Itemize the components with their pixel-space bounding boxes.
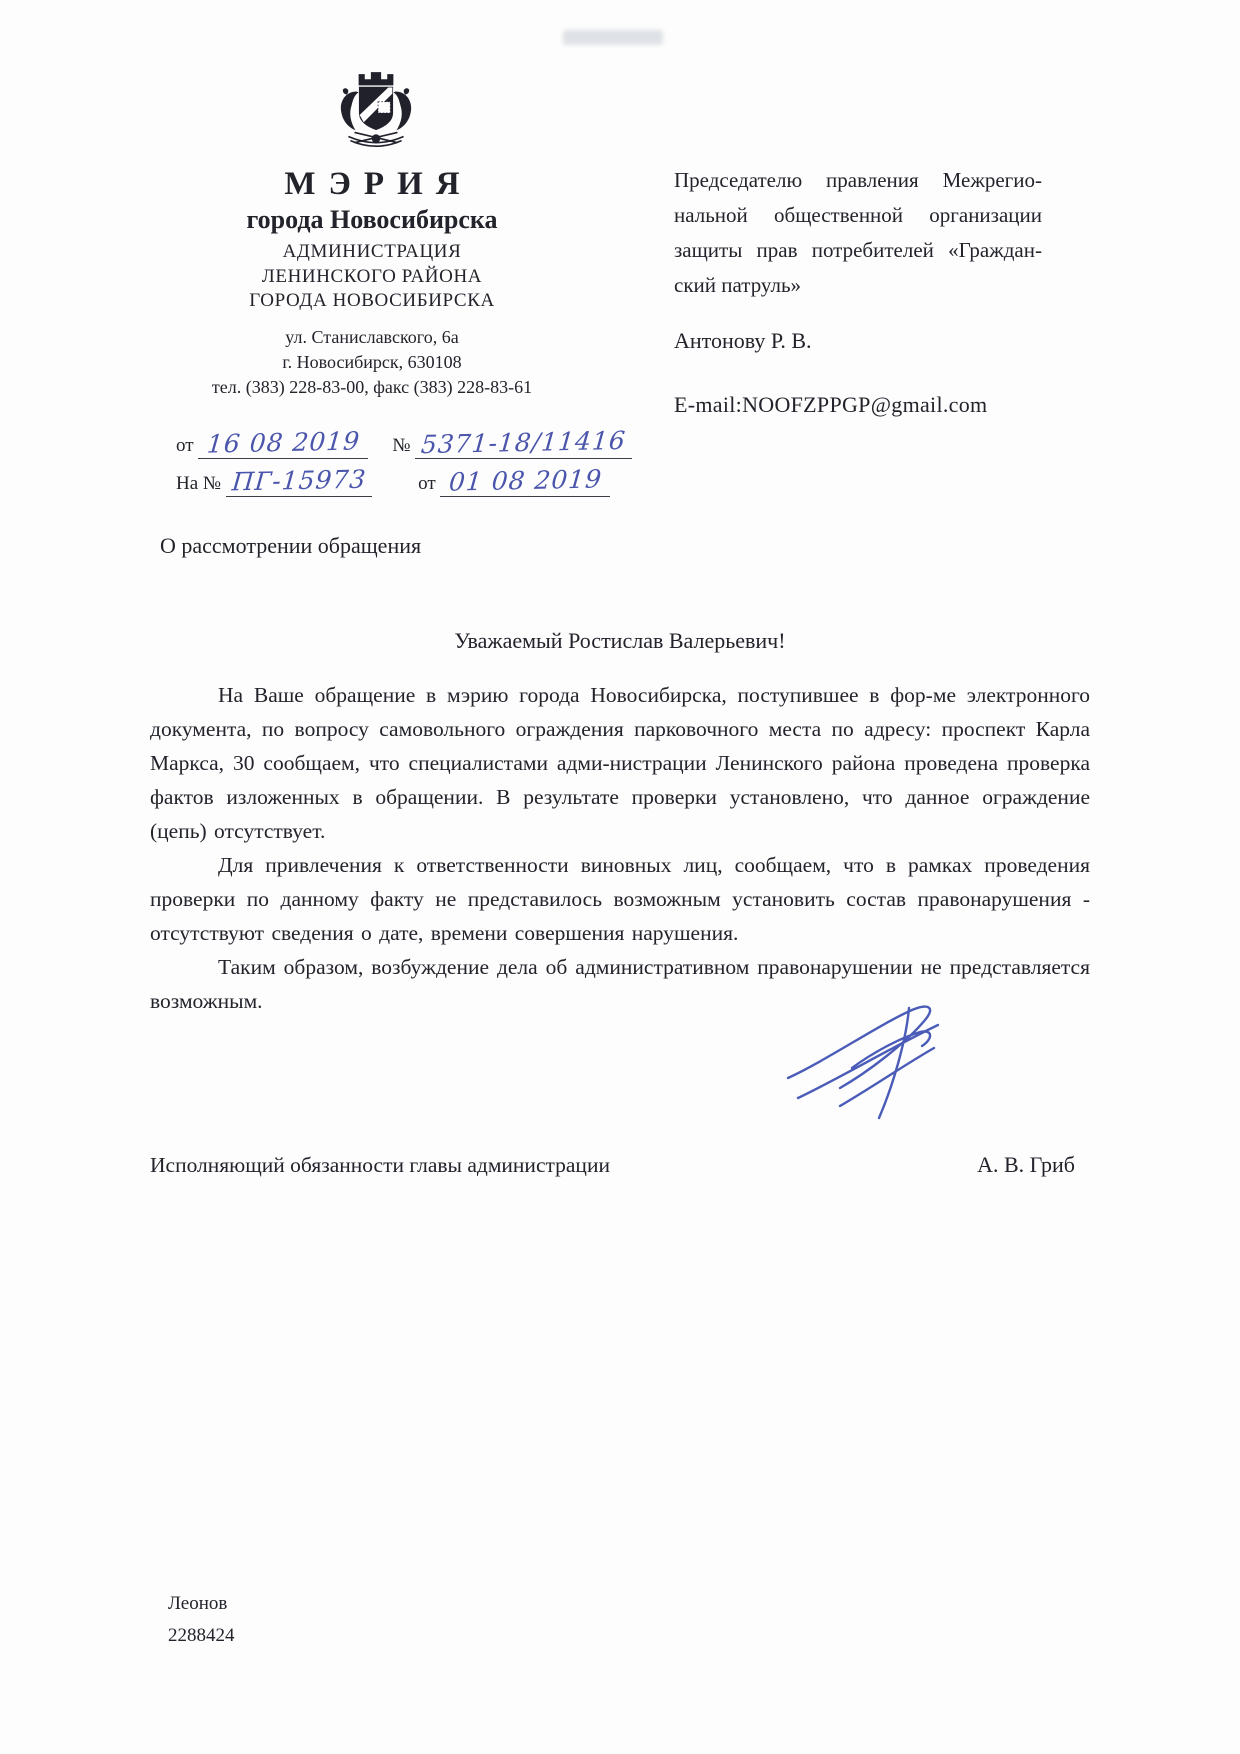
executor-name: Леонов [168,1593,228,1614]
on-number-label: На № [176,473,222,494]
signer-position-title: Исполняющий обязанности главы администрации [150,1153,610,1177]
novosibirsk-coat-of-arms-icon [330,68,422,158]
from-label: от [418,473,436,494]
outgoing-number-handwritten: 5371-18/11416 [420,425,628,460]
recipient-line: ский патруль» [674,273,802,297]
outgoing-date-handwritten: 16 08 2019 [205,426,362,459]
incoming-reference-row [176,464,646,497]
scan-artifact [563,30,663,45]
org-subtitle-administration: АДМИНИСТРАЦИЯ [282,241,462,262]
recipient-line: защиты прав потребителей «Граждан- [674,238,1042,262]
incoming-date-handwritten: 01 08 2019 [447,464,604,497]
org-subtitle-district: ЛЕНИНСКОГО РАЙОНА [261,265,483,287]
body-paragraph: Таким образом, возбуждение дела об административном правонарушении не представляется возможным. [150,955,1090,1013]
signer-name: А. В. Гриб [977,1152,1075,1177]
body-paragraph: На Ваше обращение в мэрию города Новосибирска, поступившее в фор-ме электронного документа, по вопросу самовольного ограждения парковочного места по адресу: проспект Карла Маркса, 30 сообщаем, что специалистами адми-нистрации Ленинского района проведена проверка фактов изложенных в обращении. В результате проверки установлено, что данное ограждение (цепь) отсутствует. [150,683,1090,843]
salutation: Уважаемый Ростислав Валерьевич! [454,628,786,653]
recipient-block [674,163,1042,420]
letter-body [150,678,1090,1018]
from-label: от [176,435,194,456]
handwritten-signature-icon [782,998,962,1123]
signature-row [150,1152,1075,1178]
letterhead [122,166,622,400]
incoming-number-handwritten: ПГ-15973 [230,464,368,497]
org-city-postcode: г. Новосибирск, 630108 [282,351,462,372]
recipient-line: нальной общественной организации [674,203,1042,227]
org-title-city: города Новосибирска [246,205,498,234]
org-subtitle-city: ГОРОДА НОВОСИБИРСКА [249,290,495,311]
number-sign-label: № [392,435,411,456]
org-street-address: ул. Станиславского, 6а [285,326,459,347]
reference-fields [176,425,646,506]
letter-subject: О рассмотрении обращения [160,533,422,558]
executor-block [168,1588,235,1652]
recipient-line: Председателю правления Межрегио- [674,168,1042,192]
executor-phone: 2288424 [168,1625,235,1646]
outgoing-reference-row [176,425,646,460]
org-title: МЭРИЯ [284,166,473,202]
body-paragraph: Для привлечения к ответственности виновных лиц, сообщаем, что в рамках проведения проверки по данному факту не представилось возможным установить состав правонарушения - отсутствуют сведения о дате, времени совершения нарушения. [150,853,1090,945]
recipient-name: Антонову Р. В. [674,328,812,353]
recipient-email: E-mail:NOOFZPPGP@gmail.com [674,392,988,417]
org-phone-fax: тел. (383) 228-83-00, факс (383) 228-83-61 [211,376,533,397]
